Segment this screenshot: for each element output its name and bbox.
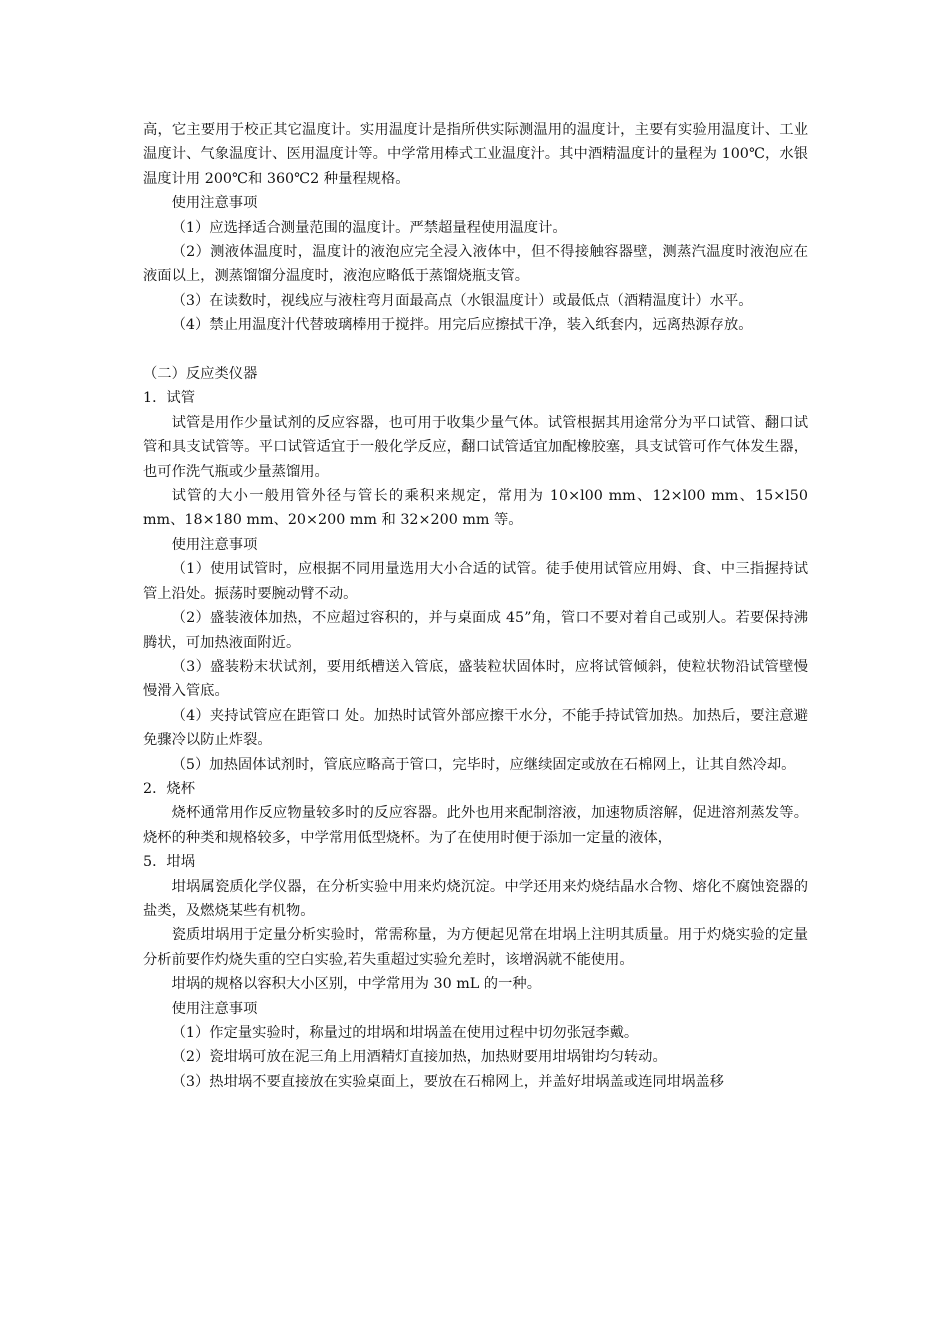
usage-notes-heading: 使用注意事项 — [171, 195, 258, 212]
subsection-heading-beaker: 2．烧杯 — [143, 780, 195, 797]
test-tube-note-4: （4）夹持试管应在距管口 处。加热时试管外部应擦干水分，不能手持试管加热。加热后，要注意避免骤冷以防止炸裂。 — [143, 707, 808, 749]
section-spacer — [143, 338, 808, 362]
section-heading-reaction-instruments: （二）反应类仪器 — [143, 366, 258, 383]
test-tube-note-3: （3）盛装粉末状试剂，要用纸槽送入管底，盛装粒状固体时，应将试管倾斜，使粒状物沿试管壁慢慢滑入管底。 — [143, 658, 808, 700]
paragraph-test-tube-sizes: 试管的大小一般用管外径与管长的乘积来规定，常用为 10×l00 mm、12×l00 mm、15×l50 mm、18×180 mm、20×200 mm 和 32×200 mm 等。 — [143, 488, 808, 529]
thermometer-note-2: （2）测液体温度时，温度计的液泡应完全浸入液体中，但不得接触容器壁，测蒸汽温度时液泡应在液面以上，测蒸馏馏分温度时，液泡应略低于蒸馏烧瓶支管。 — [143, 244, 808, 285]
paragraph-test-tube-intro: 试管是用作少量试剂的反应容器，也可用于收集少量气体。试管根据其用途常分为平口试管、翻口试管和具支试管等。平口试管适宜于一般化学反应，翻口试管适宜加配橡胶塞，具支试管可作气体发生器，也可作洗气瓶或少量蒸馏用。 — [143, 414, 808, 480]
paragraph-crucible-sizes: 坩埚的规格以容积大小区别，中学常用为 30 mL 的一种。 — [171, 976, 541, 993]
crucible-note-3: （3）热坩埚不要直接放在实验桌面上，要放在石棉网上，并盖好坩埚盖或连同坩埚盖移 — [171, 1073, 724, 1090]
test-tube-note-2: （2）盛装液体加热，不应超过容积的，并与桌面成 45”角，管口不要对着自己或别人。若要保持沸腾状，可加热液面附近。 — [143, 610, 808, 651]
thermometer-note-3: （3）在读数时，视线应与液柱弯月面最高点（水银温度计）或最低点（酒精温度计）水平。 — [171, 292, 753, 309]
usage-notes-heading: 使用注意事项 — [171, 536, 258, 553]
paragraph-beaker-intro: 烧杯通常用作反应物量较多时的反应容器。此外也用来配制溶液，加速物质溶解，促进溶剂蒸发等。烧杯的种类和规格较多，中学常用低型烧杯。为了在使用时便于添加一定量的液体， — [143, 805, 808, 846]
paragraph-thermometer-types: 高，它主要用于校正其它温度计。实用温度计是指所供实际测温用的温度计，主要有实验用温度计、工业温度计、气象温度计、医用温度计等。中学常用棒式工业温度汁。其中酒精温度计的量程为 100℃，水银温度计用 200℃和 360℃2 种量程规格。 — [143, 122, 808, 187]
document-page — [143, 118, 808, 1094]
paragraph-crucible-weighing: 瓷质坩埚用于定量分析实验时，常需称量，为方便起见常在坩埚上注明其质量。用于灼烧实验的定量分析前要作灼烧失重的空白实验,若失重超过实验允差时，该增涡就不能使用。 — [143, 927, 808, 968]
crucible-note-1: （1）作定量实验时，称量过的坩埚和坩埚盖在使用过程中切勿张冠李戴。 — [171, 1025, 639, 1042]
thermometer-note-1: （1）应选择适合测量范围的温度计。严禁超量程使用温度计。 — [171, 219, 567, 236]
subsection-heading-test-tube: 1．试管 — [143, 390, 195, 407]
subsection-heading-crucible: 5．坩埚 — [143, 854, 195, 871]
usage-notes-heading: 使用注意事项 — [171, 1000, 258, 1017]
test-tube-note-5: （5）加热固体试剂时，管底应略高于管口，完毕时，应继续固定或放在石棉网上，让其自然冷却。 — [171, 756, 796, 773]
crucible-note-2: （2）瓷坩埚可放在泥三角上用酒精灯直接加热，加热财要用坩埚钳均匀转动。 — [171, 1049, 667, 1066]
paragraph-crucible-intro: 坩埚属瓷质化学仪器，在分析实验中用来灼烧沉淀。中学还用来灼烧结晶水合物、熔化不腐蚀瓷器的盐类，及燃烧某些有机物。 — [143, 878, 808, 919]
thermometer-note-4: （4）禁止用温度汁代替玻璃棒用于搅拌。用完后应擦拭干净，装入纸套内，远离热源存放。 — [171, 317, 753, 334]
test-tube-note-1: （1）使用试管时，应根据不同用量选用大小合适的试管。徒手使用试管应用姆、食、中三指握持试管上沿处。振荡时要腕动臂不动。 — [143, 561, 808, 602]
